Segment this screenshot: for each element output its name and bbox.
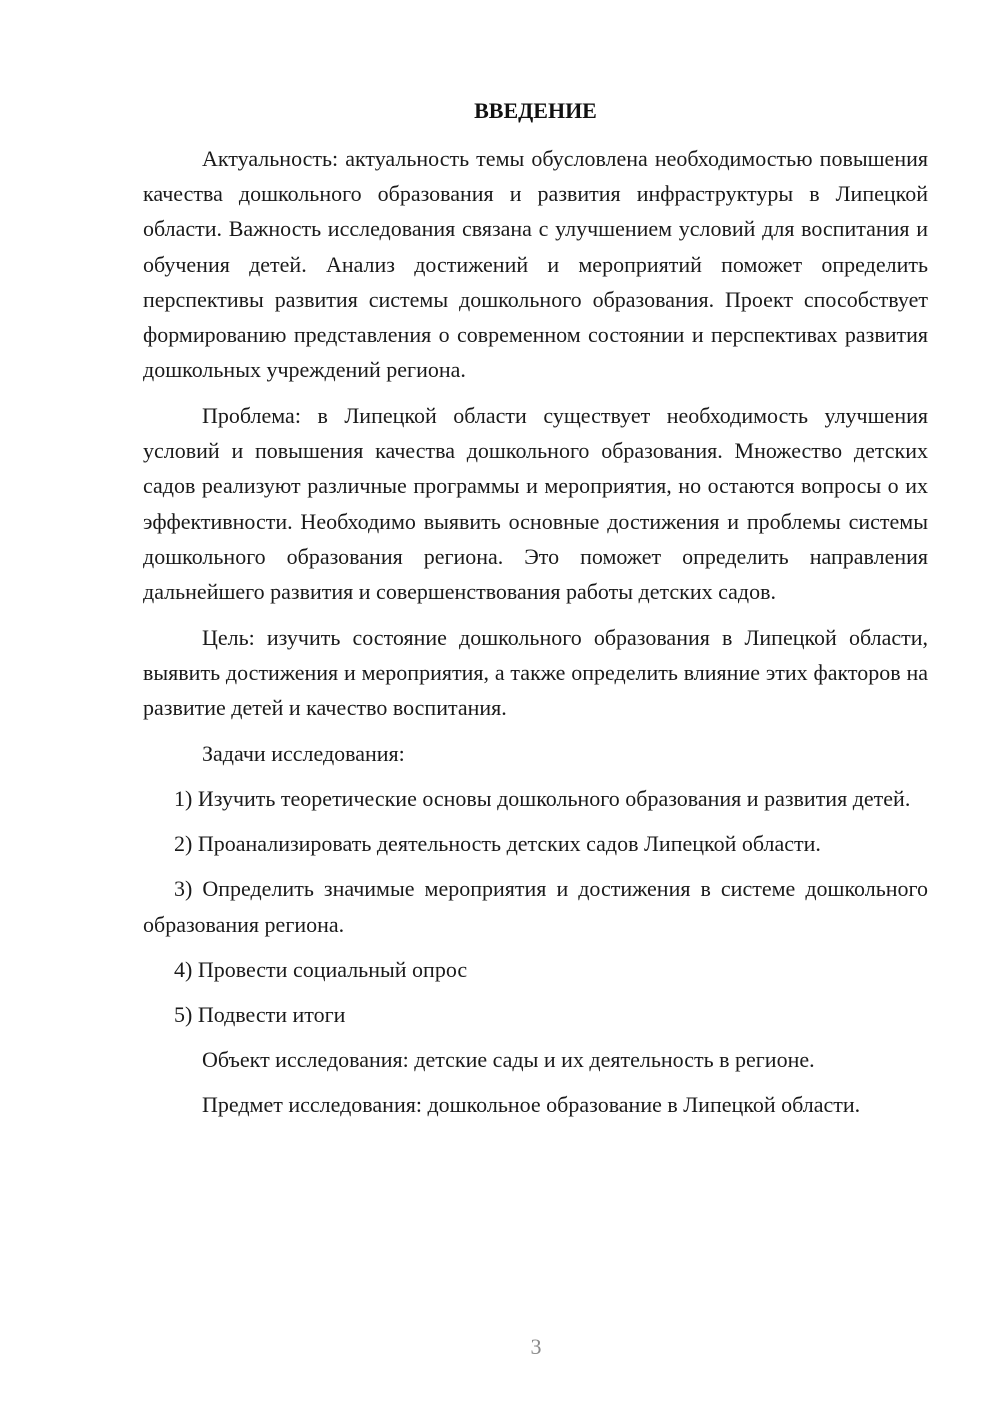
task-item: 5) Подвести итоги [174,1001,346,1027]
task-item: 2) Проанализировать деятельность детских садов Липецкой области. [174,831,821,857]
problem-paragraph: Проблема: в Липецкой области существует необходимость улучшения условий и повышения качества дошкольного образования. Множество детских садов реализуют различные программы и мероприятия, но остаются вопросы о их эффективности. Необходимо выявить основные достижения и проблемы системы дошкольного образования региона. Это поможет определить направления дальнейшего развития и совершенствования работы детских садов. [143,402,928,604]
page-number: 3 [530,1334,542,1359]
relevance-paragraph: Актуальность: актуальность темы обусловлена необходимостью повышения качества дошкольного образования и развития инфраструктуры в Липецкой области. Важность исследования связана с улучшением условий для воспитания и обучения детей. Анализ достижений и мероприятий поможет определить перспективы развития системы дошкольного образования. Проект способствует формированию представления о современном состоянии и перспективах развития дошкольных учреждений региона. [143,146,928,383]
document-body [143,141,928,1123]
tasks-heading: Задачи исследования: [202,740,405,766]
tasks-list [143,781,928,1032]
research-subject-paragraph: Предмет исследования: дошкольное образование в Липецкой области. [202,1092,861,1118]
task-item: 1) Изучить теоретические основы дошкольного образования и развития детей. [174,785,911,811]
research-object-paragraph: Объект исследования: детские сады и их деятельность в регионе. [202,1047,815,1073]
task-item: 4) Провести социальный опрос [174,956,468,982]
goal-paragraph: Цель: изучить состояние дошкольного образования в Липецкой области, выявить достижения и мероприятия, а также определить влияние этих факторов на развитие детей и качество воспитания. [143,624,928,721]
section-title: ВВЕДЕНИЕ [474,98,597,123]
task-item: 3) Определить значимые мероприятия и достижения в системе дошкольного образования региона. [143,876,928,937]
